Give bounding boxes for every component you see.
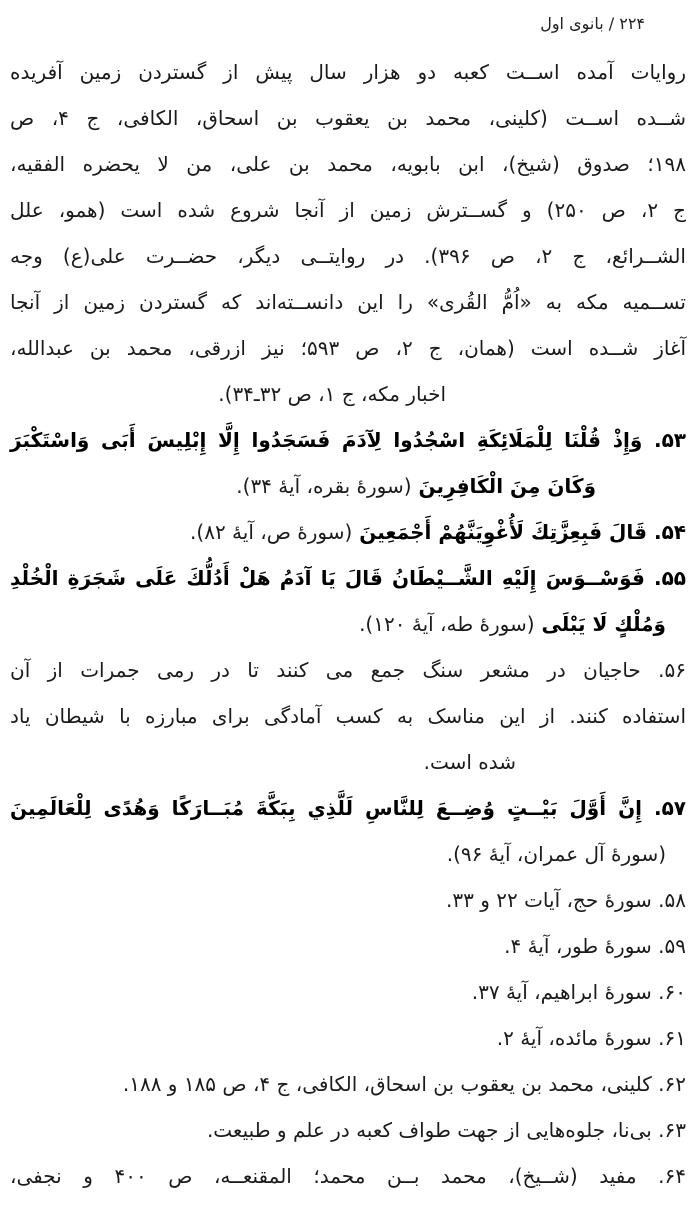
text-line <box>10 279 686 325</box>
body-text: شــده اســت (کلینی، محمد بن یعقوب بن اسحاق، الکافی، ج ۴، ص <box>10 106 686 130</box>
body-text: ج ۲، ص ۲۵۰) و گســترش زمین از آنجا شروع شده است (همو، علل <box>10 198 686 222</box>
text-line <box>10 233 686 279</box>
body-text: ۶۰. سورهٔ ابراهیم، آیهٔ ۳۷. <box>471 980 686 1004</box>
body-text: اخبار مکه، ج ۱، ص ۳۲ـ۳۴). <box>218 382 446 406</box>
text-line <box>10 1153 686 1199</box>
body-text: شده است. <box>423 750 516 774</box>
quran-verse-text: وَمُلْكٍ لَا يَبْلَى <box>534 612 666 636</box>
page-body <box>0 49 700 1199</box>
body-text: ۵۶. حاجیان در مشعر سنگ جمع می کنند تا در رمی جمرات از آن <box>10 658 686 682</box>
text-line <box>10 739 686 785</box>
quran-verse-text: ۵۷. إِنَّ أَوَّلَ بَيْــتٍ وُضِــعَ لِلنَّاسِ لَلَّذِي بِبَكَّةَ مُبَــارَكًا وَهُدًى لِلْعَالَمِينَ <box>10 796 686 820</box>
body-text: (سورهٔ طه، آیهٔ ۱۲۰). <box>359 612 535 636</box>
text-line <box>10 647 686 693</box>
body-text: ۶۲. کلینی، محمد بن یعقوب بن اسحاق، الکافی، ج ۴، ص ۱۸۵ و ۱۸۸. <box>122 1072 686 1096</box>
body-text: ۱۹۸؛ صدوق (شیخ)، ابن بابویه، محمد بن علی، من لا یحضره الفقیه، <box>10 152 686 176</box>
text-line <box>10 95 686 141</box>
text-line <box>10 923 686 969</box>
quran-verse-text: ۵۴. قَالَ فَبِعِزَّتِكَ لَأُغْوِيَنَّهُمْ أَجْمَعِينَ <box>352 520 686 544</box>
page-header <box>0 14 645 33</box>
text-line <box>10 49 686 95</box>
text-line <box>10 371 686 417</box>
body-text: (سورهٔ بقره، آیهٔ ۳۴). <box>236 474 412 498</box>
body-text: استفاده کنند. از این مناسک به کسب آمادگی برای مبارزه با شیطان یاد <box>10 704 686 728</box>
text-line <box>10 831 686 877</box>
text-line <box>10 1015 686 1061</box>
quran-verse-text: وَكَانَ مِنَ الْكَافِرِينَ <box>411 474 596 498</box>
text-line <box>10 141 686 187</box>
verse-line <box>10 509 686 555</box>
body-text: ۶۳. بی‌نا، جلوه‌هایی از جهت طواف کعبه در علم و طبیعت. <box>206 1118 686 1142</box>
verse-line <box>10 417 686 463</box>
quran-verse-text: ۵۵. فَوَسْــوَسَ إِلَيْهِ الشَّــيْطَانُ قَالَ يَا آدَمُ هَلْ أَدُلُّكَ عَلَى شَجَرَةِ الْخُلْدِ <box>10 566 686 590</box>
quran-verse-text: ۵۳. وَإِذْ قُلْنَا لِلْمَلَائِكَةِ اسْجُدُوا لِآدَمَ فَسَجَدُوا إِلَّا إِبْلِيسَ أَبَى وَاسْتَكْبَرَ <box>10 428 686 452</box>
text-line <box>10 1107 686 1153</box>
text-line <box>10 877 686 923</box>
verse-line <box>10 785 686 831</box>
text-line <box>10 325 686 371</box>
body-text: الشــرائع، ج ۲، ص ۳۹۶). در روایتــی دیگر، حضــرت علی(ع) وجه <box>10 244 686 268</box>
text-line <box>10 187 686 233</box>
body-text: (سورهٔ ص، آیهٔ ۸۲). <box>190 520 353 544</box>
verse-line <box>10 601 686 647</box>
text-line <box>10 693 686 739</box>
body-text: روایات آمده اســت کعبه دو هزار سال پیش از گستردن زمین آفریده <box>10 60 686 84</box>
text-line <box>10 969 686 1015</box>
body-text: ۶۴. مفید (شــیخ)، محمد بــن محمد؛ المقنعــه، ص ۴۰۰ و نجفی، <box>10 1164 686 1188</box>
body-text: ۵۸. سورهٔ حج، آیات ۲۲ و ۳۳. <box>446 888 686 912</box>
verse-line <box>10 555 686 601</box>
text-line <box>10 1061 686 1107</box>
body-text: (سورهٔ آل عمران، آیهٔ ۹۶). <box>446 842 666 866</box>
body-text: آغاز شــده است (همان، ج ۲، ص ۵۹۳؛ نیز ازرقی، محمد بن عبدالله، <box>10 336 686 360</box>
body-text: تســمیه مکه به «اُمُّ القُری» را این دانســته‌اند که گستردن زمین از آنجا <box>10 290 686 314</box>
page-number-and-book-title: ۲۲۴ / بانوی اول <box>540 14 645 33</box>
body-text: ۵۹. سورهٔ طور، آیهٔ ۴. <box>504 934 686 958</box>
verse-line <box>10 463 686 509</box>
body-text: ۶۱. سورهٔ مائده، آیهٔ ۲. <box>496 1026 686 1050</box>
